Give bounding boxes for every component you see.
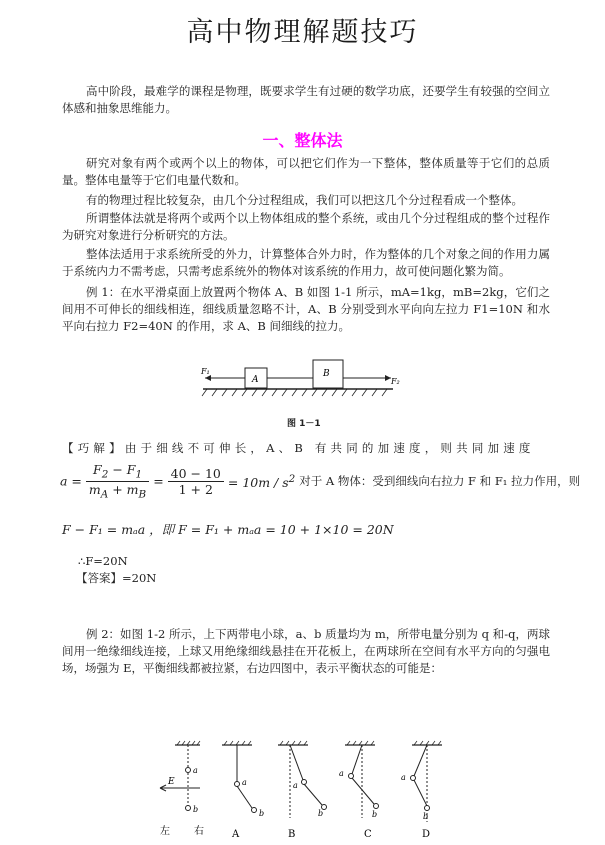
svg-text:b: b [423, 812, 429, 821]
paragraph-3: 所谓整体法就是将两个或两个以上物体组成的整个系统，或由几个分过程组成的整个过程作为研究对象进行分析研究的方法。 [62, 211, 550, 242]
paragraph-4: 整体法适用于求系统所受的外力，计算整体合外力时，作为整体的几个对象之间的作用力属于系统内力不需考虑，只需考虑系统外的物体对该系统的作用力，故可使问题化繁为简。 [62, 247, 550, 278]
solution-text: 由于细线不可伸长，A、B 有共同的加速度，则共同加速度 [124, 441, 535, 455]
solution-label: 【巧解】 [62, 441, 125, 455]
label-f2: F₂ [391, 377, 400, 386]
example-1: 例 1：在水平滑桌面上放置两个物体 A、B 如图 1-1 所示，mA=1kg，mB=2kg，它们之间用不可伸长的细线相连，细线质量忽略不计，A、B 分别受到水平向向左拉力 F1=10N 和水平向右拉力 F2=40N 的作用，求 A、B 间细线的拉力。 [62, 285, 550, 333]
section-heading: 一、整体法 [262, 131, 343, 150]
svg-text:b: b [193, 805, 199, 814]
option-c-label: C [364, 829, 372, 840]
label-f1: F₁ [201, 367, 210, 376]
label-b: B [323, 369, 330, 379]
paragraph-1: 研究对象有两个或两个以上的物体，可以把它们作为一下整体，整体质量等于它们的总质量。整体电量等于它们电量代数和。 [62, 156, 550, 187]
svg-text:a: a [293, 781, 298, 790]
answer-line: 【答案】=20N [76, 571, 157, 585]
figure-1-1-caption: 图 1－1 [287, 419, 321, 429]
svg-text:b: b [259, 809, 265, 818]
table-hatching [202, 389, 387, 396]
eq1-tail: 对于 A 物体：受到细线向右拉力 F 和 F₁ 拉力作用，则 [299, 474, 581, 488]
option-d-diagram [411, 741, 443, 822]
intro-paragraph: 高中阶段，最难学的课程是物理，既要求学生有过硬的数学功底，还要学生有较强的空间立体感和抽象思维能力。 [62, 84, 550, 115]
example-2: 例 2：如图 1-2 所示，上下两带电小球，a、b 质量均为 m，所带电量分别为 q 和-q，两球间用一绝缘细线连接，上球又用绝缘细线悬挂在开花板上，在两球所在空间有水平方向的匀强电场，场强为 E，平衡细线都被拉紧，右边四图中，表示平衡状态的可能是： [62, 627, 550, 675]
option-d-label: D [422, 829, 431, 840]
field-diagram [160, 741, 200, 811]
svg-text:b: b [372, 810, 378, 819]
force-equation: F − F₁ = mₐa ，即 F = F₁ + mₐa = 10 + 1×10 = 20N [62, 522, 394, 537]
option-b-diagram [278, 741, 327, 818]
figure-1-2 [140, 740, 460, 840]
option-c-diagram [345, 741, 379, 818]
acceleration-equation: a = $\frac{F_2 - F_1}{m_A + m_B}$ = $\frac{40 - 10}{1 + 2}$ = $10m / s^2$ 对于 A 物体：受到细线向右拉力 F 和 F₁ 拉力作用，则 [60, 462, 581, 500]
option-a-diagram [222, 741, 257, 813]
right-label: 右 [194, 826, 204, 837]
solution-line [62, 440, 550, 457]
svg-text:a: a [401, 773, 406, 782]
svg-text:b: b [318, 809, 324, 818]
paragraph-2: 有的物理过程比较复杂，由几个分过程组成，我们可以把这几个分过程看成一个整体。 [86, 193, 523, 207]
option-b-label: B [288, 829, 296, 840]
svg-text:a: a [193, 766, 198, 775]
svg-text:a: a [339, 769, 344, 778]
page-title: 高中物理解题技巧 [186, 17, 419, 48]
left-label: 左 [160, 826, 170, 837]
option-a-label: A [232, 829, 240, 840]
label-a: A [252, 375, 259, 385]
therefore-line: ∴F=20N [78, 554, 128, 568]
svg-text:a: a [242, 778, 247, 787]
field-label: E [168, 777, 175, 787]
